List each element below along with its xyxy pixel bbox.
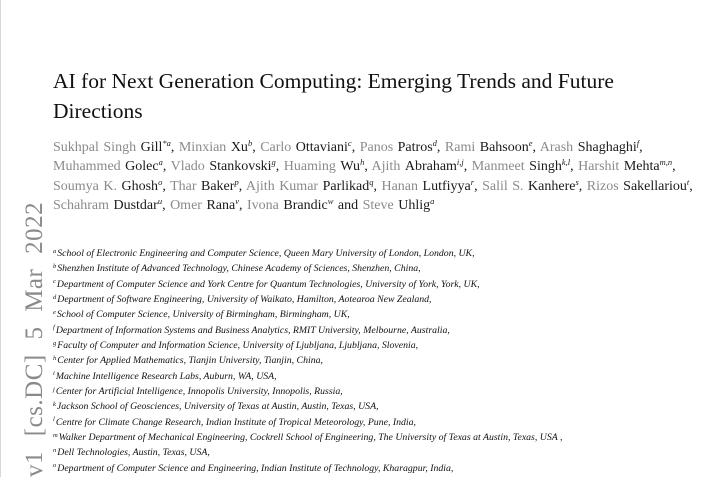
affiliation-text: Faculty of Computer and Information Science, University of Ljubljana, Ljubljana, Slovenia,	[57, 340, 419, 352]
affiliation-mark: a	[158, 157, 163, 168]
author-surname: Patros	[397, 140, 433, 155]
affiliation-text: School of Computer Science, University of Birmingham, Birmingham, UK,	[56, 309, 350, 321]
author-separator: ,	[463, 159, 468, 175]
affiliation-text: Machine Intelligence Research Labs, Auburn, WA, USA,	[55, 370, 277, 382]
affiliation-mark: d	[432, 138, 437, 148]
author-name	[171, 159, 280, 174]
paper-title: AI for Next Generation Computing: Emerging Trends and Future Directions	[53, 69, 614, 123]
author-surname: Gill	[140, 140, 163, 155]
author-separator: ,	[689, 178, 693, 194]
author-name	[245, 176, 377, 194]
affiliation-text: Center for Artificial Intelligence, Innopolis University, Innopolis, Russia,	[55, 386, 343, 398]
affiliation-item	[53, 399, 713, 414]
affiliation-mark: m,n	[659, 157, 673, 168]
affiliation-item	[53, 261, 713, 276]
affiliation-item	[53, 415, 713, 430]
author-separator: ,	[570, 159, 574, 175]
affiliation-mark: f	[53, 324, 55, 332]
author-name	[540, 140, 643, 155]
affiliation-mark: s	[575, 176, 579, 187]
author-given-name: Ajith	[371, 159, 401, 175]
affiliation-text: Department of Information Systems and Business Analytics, RMIT University, Melbourne, Australia,	[55, 324, 450, 336]
author-separator: ,	[532, 140, 537, 155]
affiliation-item	[53, 430, 713, 445]
author-given-name: Hanan	[381, 178, 419, 194]
author-name	[53, 176, 166, 194]
affiliation-text: Department of Computer Science and York Centre for Quantum Technologies, University of York, York, UK,	[56, 278, 480, 290]
author-given-name: Sukhpal Singh	[53, 140, 137, 155]
affiliation-item	[53, 307, 713, 322]
author-given-name: Soumya K.	[53, 178, 117, 194]
affiliation-mark: l	[53, 416, 55, 424]
author-surname: Mehta	[623, 159, 660, 175]
author-surname: Uhlig	[398, 198, 431, 214]
affiliation-item	[53, 246, 713, 261]
affiliation-list	[53, 246, 713, 476]
author-separator: ,	[275, 159, 280, 175]
affiliation-mark: i,j	[456, 157, 464, 168]
author-separator: ,	[238, 178, 243, 194]
affiliation-item	[53, 323, 713, 338]
arxiv-stamp: v1 [cs.DC] 5 Mar 2022	[21, 201, 48, 477]
affiliation-item	[53, 461, 713, 476]
author-given-name: Panos	[359, 140, 394, 155]
affiliation-text: Shenzhen Institute of Advanced Technology, Chinese Academy of Sciences, Shenzhen, China,	[57, 263, 421, 275]
author-given-name: Ivona	[247, 198, 279, 214]
author-name	[247, 198, 333, 213]
affiliation-item	[53, 445, 713, 460]
affiliation-text: Walker Department of Mechanical Engineering, Cockrell School of Engineering, The University of Texas at Austin, Texas, USA ,	[58, 432, 563, 444]
affiliation-text: Jackson School of Geosciences, University of Texas at Austin, Austin, Texas, USA,	[56, 401, 379, 413]
author-separator: ,	[672, 159, 676, 175]
author-given-name: Carlo	[260, 140, 292, 155]
author-separator: ,	[170, 140, 175, 155]
author-name	[170, 198, 242, 213]
author-separator: ,	[162, 198, 166, 214]
author-separator: ,	[162, 178, 166, 194]
affiliation-text: Centre for Climate Change Research, Indian Institute of Tropical Meteorology, Pune, India,	[55, 416, 416, 428]
affiliation-mark: m	[53, 431, 58, 439]
affiliation-mark: g	[271, 157, 276, 168]
author-given-name: Ajith Kumar	[245, 178, 319, 194]
affiliation-mark: h	[53, 354, 57, 362]
affiliation-text: Center for Applied Mathematics, Tianjin University, Tianjin, China,	[57, 355, 323, 367]
author-name	[578, 159, 676, 174]
author-name	[53, 140, 174, 155]
author-given-name: Schahram	[53, 198, 109, 214]
affiliation-mark: k	[53, 400, 56, 408]
author-surname: Singh	[529, 159, 562, 175]
affiliation-text: Department of Computer Science and Engineering, Indian Institute of Technology, Kharagpur, India,	[57, 462, 454, 474]
author-given-name: Harshit	[578, 159, 620, 175]
affiliation-mark: i	[53, 370, 55, 378]
affiliation-mark: t	[686, 176, 690, 187]
page-edge	[0, 0, 1, 477]
author-surname: Wu	[340, 159, 361, 175]
author-name	[445, 140, 536, 155]
author-given-name: Steve	[362, 198, 394, 214]
author-given-name: Thar	[170, 178, 197, 194]
author-separator: ,	[351, 140, 356, 155]
affiliation-mark: n	[53, 446, 57, 454]
author-separator: ,	[252, 140, 256, 155]
author-surname: Kanhere	[528, 178, 576, 194]
author-surname: Parlikad	[322, 178, 370, 194]
affiliation-text: Department of Software Engineering, University of Waikato, Hamilton, Aotearoa New Zealand,	[57, 294, 432, 306]
affiliation-mark: o	[158, 176, 163, 187]
author-name	[170, 176, 243, 194]
author-surname: Sakellariou	[623, 178, 687, 194]
author-list	[53, 138, 703, 216]
author-given-name: Omer	[170, 198, 202, 214]
author-name	[372, 159, 468, 174]
affiliation-item	[53, 369, 713, 384]
author-separator: ,	[364, 159, 368, 175]
author-name	[260, 140, 355, 155]
author-surname: Stankovski	[209, 159, 272, 175]
author-separator: ,	[162, 159, 167, 175]
affiliation-mark: e	[528, 138, 533, 148]
affiliation-mark: a	[430, 196, 435, 207]
author-surname: Brandic	[283, 198, 328, 214]
author-name	[53, 198, 166, 213]
affiliation-mark: p	[234, 176, 239, 187]
affiliation-item	[53, 384, 713, 399]
author-given-name: Salil S.	[482, 178, 524, 194]
author-surname: Shaghaghi	[577, 140, 637, 155]
author-name	[482, 176, 583, 194]
author-given-name: Minxian	[178, 140, 227, 155]
affiliation-mark: r	[470, 176, 475, 187]
affiliation-mark: e	[53, 308, 56, 316]
affiliation-mark: o	[53, 462, 57, 470]
affiliation-item	[53, 277, 713, 292]
author-separator: ,	[239, 198, 243, 214]
affiliation-mark: f	[636, 138, 640, 148]
affiliation-mark: h	[360, 157, 365, 168]
author-name	[381, 176, 478, 194]
author-surname: Golec	[125, 159, 159, 175]
affiliation-text: Dell Technologies, Austin, Texas, USA,	[57, 447, 210, 459]
affiliation-mark: q	[369, 176, 374, 187]
author-name	[179, 140, 256, 155]
author-surname: Ghosh	[121, 178, 159, 194]
affiliation-mark: k,l	[561, 157, 571, 168]
author-surname: Ottaviani	[295, 140, 348, 155]
affiliation-item	[53, 338, 713, 353]
author-separator: ,	[639, 140, 643, 155]
author-surname: Xu	[230, 140, 248, 155]
author-name	[363, 198, 435, 213]
affiliation-mark: u	[157, 196, 163, 207]
author-name	[472, 159, 574, 174]
affiliation-mark: v	[235, 196, 239, 207]
author-surname: Bahsoon	[479, 140, 529, 155]
affiliation-item	[53, 353, 713, 368]
author-name	[53, 159, 166, 174]
author-surname: Baker	[201, 178, 235, 194]
affiliation-mark: g	[53, 339, 57, 347]
author-surname: Rana	[206, 198, 236, 214]
author-given-name: Huaming	[283, 159, 336, 175]
affiliation-mark: b	[247, 138, 253, 148]
affiliation-mark: b	[53, 262, 57, 270]
affiliation-mark: w	[327, 196, 334, 207]
affiliation-mark: a	[53, 247, 57, 255]
author-name	[586, 176, 693, 194]
author-separator: ,	[578, 178, 583, 194]
author-given-name: Rami	[444, 140, 476, 155]
affiliation-mark: *a	[162, 138, 171, 148]
author-given-name: Muhammed	[53, 159, 121, 175]
author-name	[284, 159, 368, 174]
author-surname: Abraham	[404, 159, 457, 175]
author-given-name: Rizos	[586, 178, 619, 194]
author-given-name: Vlado	[170, 159, 205, 175]
affiliation-mark: j	[53, 385, 55, 393]
author-conjunction: and	[337, 198, 359, 214]
author-name	[360, 140, 441, 155]
author-given-name: Manmeet	[471, 159, 525, 175]
affiliation-mark: d	[53, 293, 57, 301]
affiliation-item	[53, 292, 713, 307]
author-separator: ,	[474, 178, 478, 194]
affiliation-mark: c	[347, 138, 352, 148]
author-surname: Lutfiyya	[422, 178, 471, 194]
affiliation-text: School of Electronic Engineering and Computer Science, Queen Mary University of London, London, UK,	[57, 248, 475, 259]
author-separator: ,	[373, 178, 377, 194]
author-separator: ,	[436, 140, 441, 155]
affiliation-mark: c	[53, 278, 56, 286]
author-surname: Dustdar	[113, 198, 158, 214]
author-given-name: Arash	[539, 140, 574, 155]
